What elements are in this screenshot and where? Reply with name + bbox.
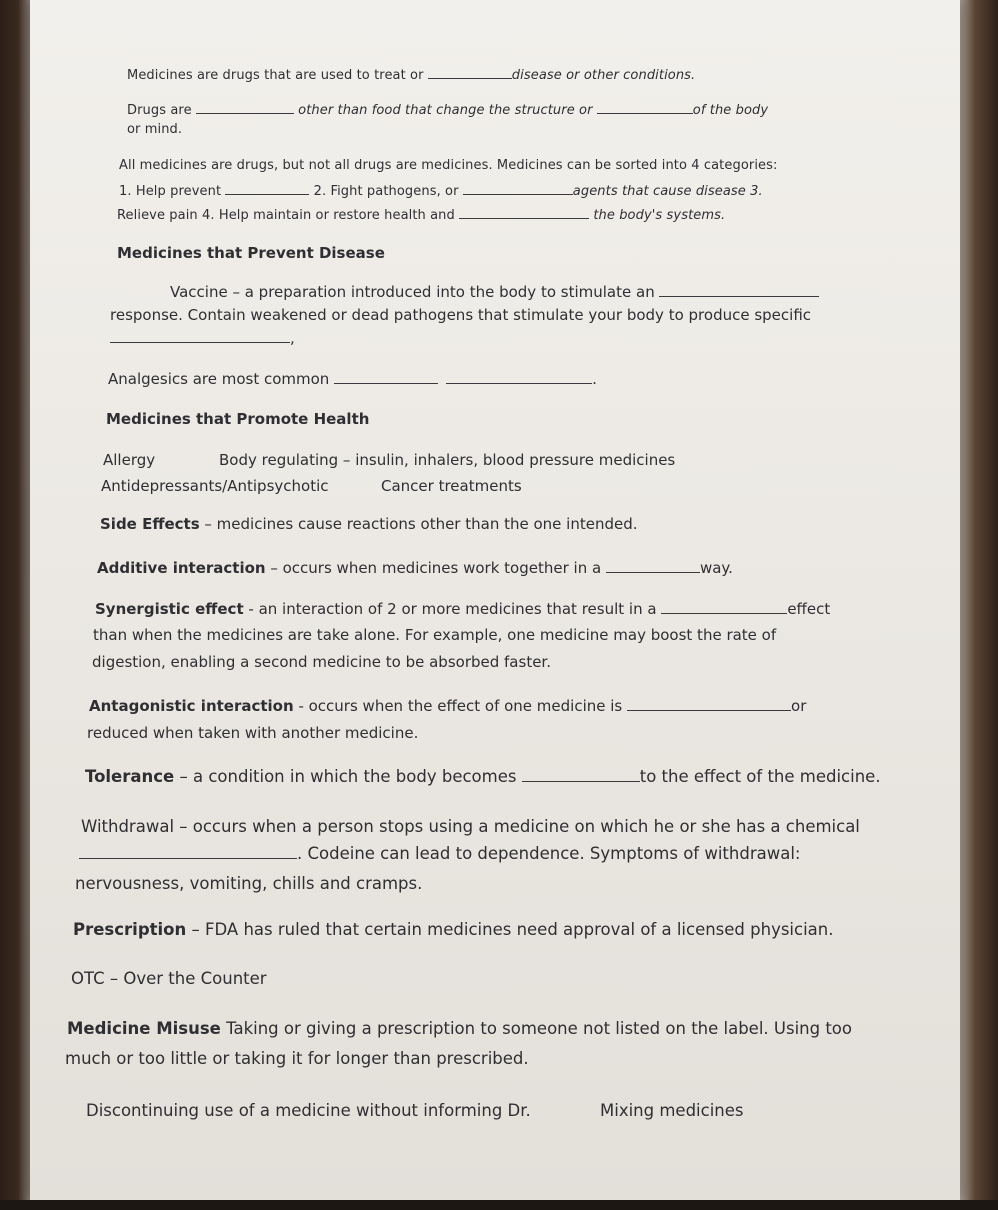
text-line-side-effects (100, 515, 638, 533)
text-span: Drugs are (127, 103, 196, 118)
text-line-17 (92, 653, 551, 671)
fill-blank[interactable] (196, 101, 294, 114)
text-line-antagonistic (89, 697, 806, 715)
text-line-allergy (103, 451, 155, 469)
text-span: 2. Fight pathogens, or (309, 184, 463, 199)
text-span: of the body (692, 103, 769, 118)
text-span: disease or other conditions. (511, 68, 696, 83)
text-span: OTC – Over the Counter (71, 969, 267, 988)
text-span: Medicines that Promote Health (106, 410, 370, 428)
fill-blank[interactable] (428, 66, 512, 79)
text-line-body-regulating (219, 451, 675, 469)
fill-blank[interactable] (446, 371, 592, 384)
text-span: Analgesics are most common (108, 370, 335, 388)
text-span: , (290, 329, 295, 347)
text-line-22 (79, 844, 800, 863)
text-line-8 (110, 306, 811, 324)
fill-blank[interactable] (463, 182, 573, 195)
text-span: Synergistic effect (95, 600, 244, 618)
fill-blank[interactable] (606, 560, 700, 573)
text-span: digestion, enabling a second medicine to be absorbed faster. (92, 653, 551, 671)
text-line-16 (93, 626, 776, 644)
text-line-misuse (67, 1019, 852, 1038)
text-span: response. Contain weakened or dead pathogens that stimulate your body to produce specific (110, 306, 812, 324)
text-span: the body's systems. (589, 208, 726, 223)
text-line-cancer (381, 477, 522, 495)
text-span: Prescription (73, 920, 187, 939)
text-span: . (592, 370, 597, 388)
fill-blank[interactable] (597, 101, 693, 114)
text-line-antidepressants (101, 477, 329, 495)
text-span: Body regulating – insulin, inhalers, blood pressure medicines (219, 451, 676, 469)
text-line-23 (75, 874, 422, 893)
text-span: way. (699, 559, 733, 577)
text-span: - an interaction of 2 or more medicines that result in a (243, 600, 662, 618)
text-span: Additive interaction (97, 559, 266, 577)
fill-blank[interactable] (522, 769, 640, 782)
text-line-6 (117, 206, 725, 223)
text-line-mixing (600, 1101, 744, 1120)
fill-blank[interactable] (659, 284, 819, 297)
text-line-synergistic (95, 600, 830, 618)
text-line-9 (110, 329, 295, 347)
text-line-27 (65, 1049, 529, 1068)
text-span: Mixing medicines (600, 1101, 744, 1120)
text-span: reduced when taken with another medicine. (87, 724, 419, 742)
text-span: much or too little or taking it for longer than prescribed. (65, 1049, 529, 1068)
text-line-4 (119, 158, 778, 173)
text-line-otc (71, 969, 267, 988)
text-span: Tolerance (85, 767, 175, 786)
text-span: 1. Help prevent (119, 184, 226, 199)
section-heading-promote (106, 410, 369, 428)
text-span: Medicines are drugs that are used to treat or (127, 68, 428, 83)
fill-blank[interactable] (661, 601, 787, 614)
text-span: – medicines cause reactions other than the one intended. (199, 515, 638, 533)
text-span: Medicines that Prevent Disease (117, 244, 385, 262)
text-line-discontinuing (86, 1101, 531, 1120)
text-span: Discontinuing use of a medicine without informing Dr. (86, 1101, 531, 1120)
text-span: – a condition in which the body becomes (174, 767, 522, 786)
text-span: Taking or giving a prescription to someone not listed on the label. Using too (220, 1019, 853, 1038)
text-span: . Codeine can lead to dependence. Symptoms of withdrawal: (297, 844, 801, 863)
text-line-2 (127, 101, 768, 118)
text-span: – occurs when medicines work together in a (265, 559, 606, 577)
text-span: nervousness, vomiting, chills and cramps. (75, 874, 423, 893)
text-line-additive (97, 559, 733, 577)
fill-blank[interactable] (334, 371, 438, 384)
text-span: to the effect of the medicine. (639, 767, 881, 786)
fill-blank[interactable] (459, 206, 589, 219)
text-line-analgesics (108, 370, 597, 388)
fill-blank[interactable] (225, 182, 309, 195)
text-span: All medicines are drugs, but not all drugs are medicines. Medicines can be sorted into 4 categories: (119, 158, 778, 173)
text-span: Antagonistic interaction (89, 697, 294, 715)
text-span: Medicine Misuse (67, 1019, 221, 1038)
text-line-3 (127, 122, 182, 137)
fill-blank[interactable] (627, 698, 791, 711)
text-span: Withdrawal – occurs when a person stops using a medicine on which he or she has a chemical (81, 817, 860, 836)
text-span: Antidepressants/Antipsychotic (101, 477, 329, 495)
text-span: Cancer treatments (381, 477, 522, 495)
table-edge (0, 1200, 998, 1210)
section-heading-prevent (117, 244, 385, 262)
fill-blank[interactable] (79, 846, 297, 859)
text-span: Allergy (103, 451, 156, 469)
text-span: - occurs when the effect of one medicine is (293, 697, 628, 715)
text-line-prescription (73, 920, 834, 939)
text-span: Relieve pain 4. Help maintain or restore health and (117, 208, 460, 223)
text-span: effect (787, 600, 831, 618)
text-line-tolerance (85, 767, 881, 786)
text-span: Vaccine – a preparation introduced into the body to stimulate an (170, 283, 660, 301)
fill-blank[interactable] (110, 330, 290, 343)
text-line-withdrawal (81, 817, 860, 836)
text-span: – FDA has ruled that certain medicines need approval of a licensed physician. (186, 920, 834, 939)
text-span: or (791, 697, 807, 715)
text-line-19 (87, 724, 418, 742)
text-span: or mind. (127, 122, 183, 137)
text-span: agents that cause disease 3. (572, 184, 763, 199)
text-line-1 (127, 66, 695, 83)
text-line-vaccine (170, 283, 819, 301)
text-line-5 (119, 182, 763, 199)
text-span: Side Effects (100, 515, 200, 533)
text-span: other than food that change the structure or (293, 103, 597, 118)
text-span: than when the medicines are take alone. For example, one medicine may boost the rate of (93, 626, 777, 644)
